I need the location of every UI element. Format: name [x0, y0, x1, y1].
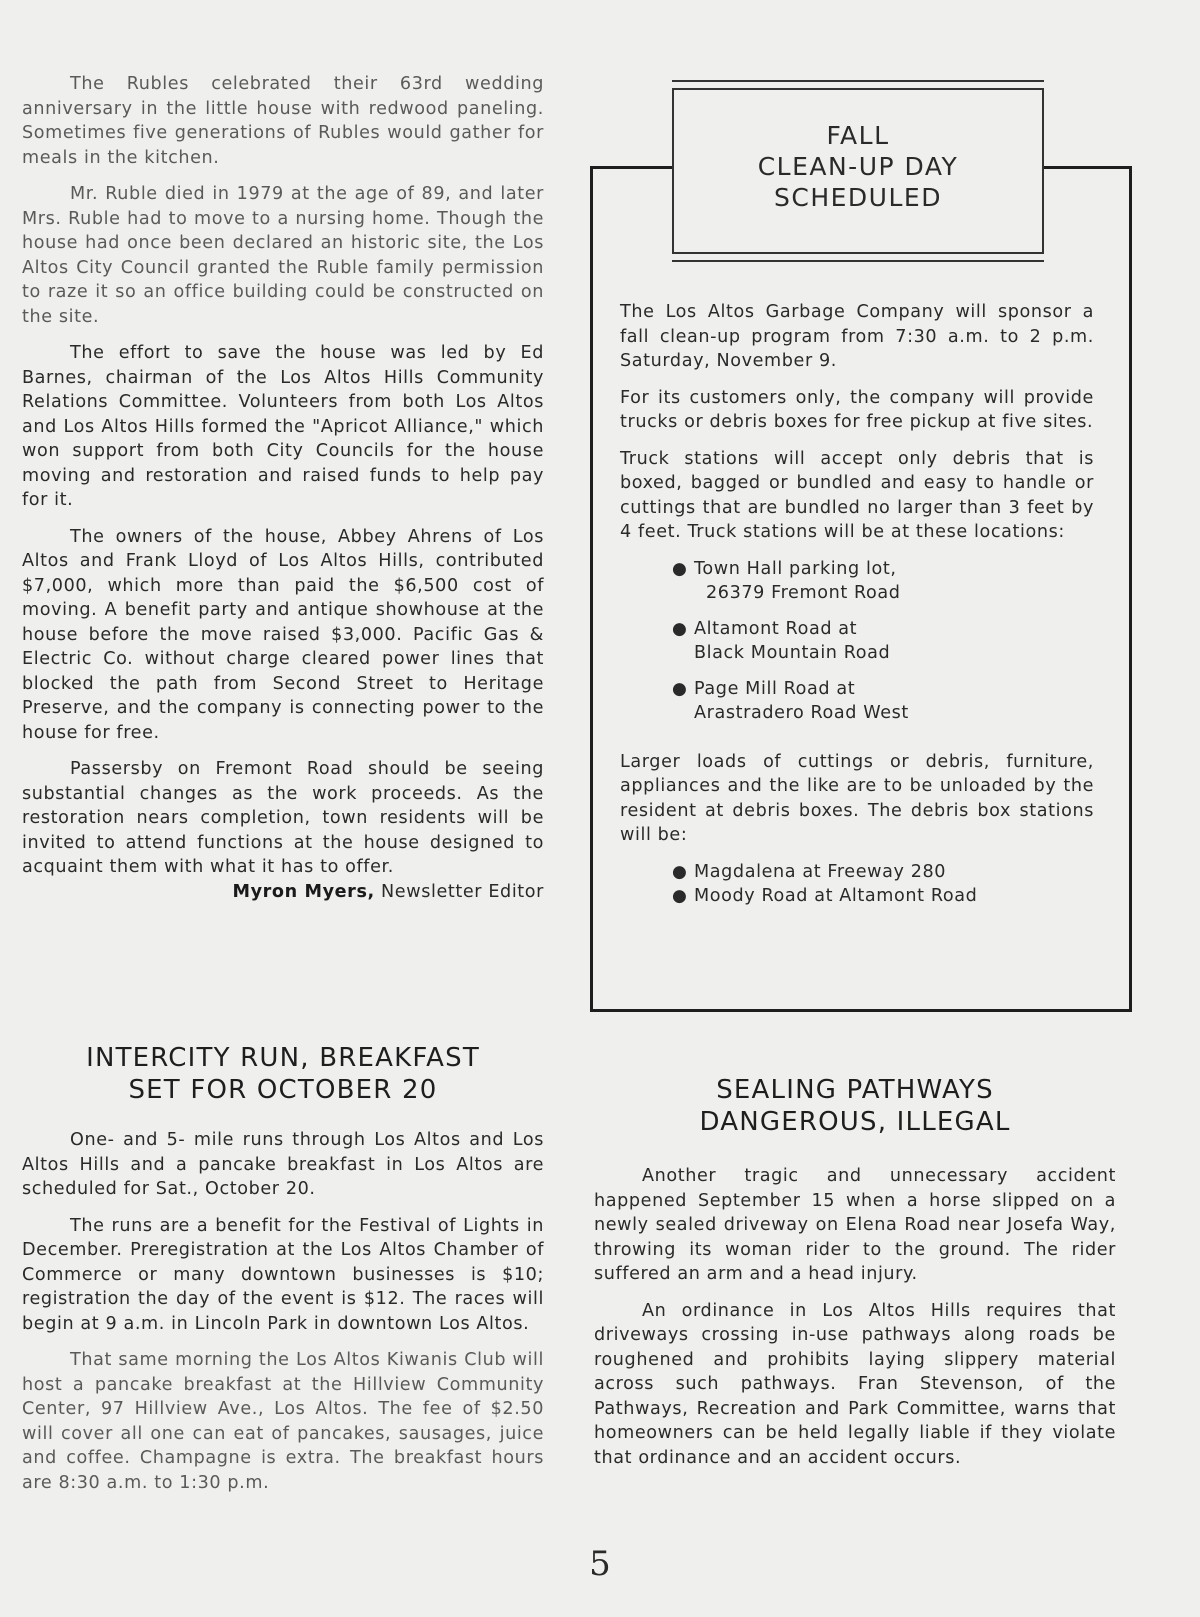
ruble-paragraph: The Rubles celebrated their 63rd wedding anniversary in the little house with redwood paneling. Sometimes five generations of Rubles would gather for meals in the kitchen.	[22, 74, 544, 168]
bullet-icon: ●	[672, 886, 688, 906]
signature-title: Newsletter Editor	[381, 881, 544, 902]
bullet-icon: ●	[672, 618, 688, 639]
cleanup-paragraph: The Los Altos Garbage Company will sponsor a fall clean-up program from 7:30 a.m. to 2 p.m. Saturday, November 9.	[620, 302, 1094, 371]
list-item: ● Altamont Road at Black Mountain Road	[672, 618, 891, 663]
box-top-rule-right	[1044, 166, 1132, 169]
cleanup-paragraph: For its customers only, the company will provide trucks or debris boxes for free pickup at five sites.	[620, 387, 1094, 432]
sealing-paragraph: Another tragic and unnecessary accident happened September 15 when a horse slipped on a newly sealed driveway on Elena Road near Josefa Way, throwing its woman rider to the ground. The rider suffered an arm and a head injury.	[594, 1166, 1116, 1284]
signature-name: Myron Myers,	[232, 881, 375, 902]
debris-station-list	[620, 860, 1094, 909]
bullet-icon: ●	[672, 861, 688, 882]
intercity-article	[22, 1042, 544, 1507]
cleanup-headline-line: CLEAN-UP DAY	[757, 152, 959, 181]
bullet-icon: ●	[672, 558, 688, 579]
ruble-paragraph: The effort to save the house was led by Ed Barnes, chairman of the Los Altos Hills Community Relations Committee. Volunteers from both Los Altos and Los Altos Hills formed the "Apricot Alliance," which won support from both City Councils for the house moving and restoration and raised funds to help pay for it.	[22, 343, 544, 510]
cleanup-body	[620, 300, 1094, 923]
ruble-paragraph: Passersby on Fremont Road should be seeing substantial changes as the work proceeds. As the restoration nears completion, town residents will be invited to attend functions at the house designed to acquaint them with what it has to offer.	[22, 759, 544, 877]
sealing-article	[594, 1074, 1116, 1482]
sealing-paragraph: An ordinance in Los Altos Hills requires that driveways crossing in-use pathways along roads be roughened and prohibits laying slippery material across such pathways. Fran Stevenson, of the Pathways, Recreation and Park Committee, warns that homeowners can be held legally liable if they violate that ordinance and an accident occurs.	[594, 1300, 1116, 1468]
list-item: ● Page Mill Road at Arastradero Road West	[672, 678, 909, 723]
list-item: ● Town Hall parking lot, 26379 Fremont Road	[672, 558, 901, 603]
cleanup-headline	[672, 120, 1044, 213]
intercity-headline: INTERCITY RUN, BREAKFAST SET FOR OCTOBER 20	[86, 1043, 480, 1105]
intercity-paragraph: The runs are a benefit for the Festival of Lights in December. Preregistration at the Los Altos Chamber of Commerce or many downtown businesses is $10; registration the day of the event is $12. The races will begin at 9 a.m. in Lincoln Park in downtown Los Altos.	[22, 1215, 544, 1334]
article-signature	[22, 880, 544, 904]
list-item: ● Magdalena at Freeway 280	[672, 860, 1094, 885]
cleanup-headline-line: FALL	[826, 121, 890, 150]
page-number: 5	[589, 1544, 611, 1584]
ruble-paragraph: The owners of the house, Abbey Ahrens of Los Altos and Frank Lloyd of Los Altos Hills, contributed $7,000, which more than paid the $6,500 cost of moving. A benefit party and antique showhouse at the house before the move raised $3,000. Pacific Gas & Electric Co. without charge cleared power lines that blocked the path from Second Street to Heritage Preserve, and the company is connecting power to the house for free.	[22, 526, 544, 743]
ruble-paragraph: Mr. Ruble died in 1979 at the age of 89, and later Mrs. Ruble had to move to a nursing home. Though the house had once been declared an historic site, the Los Altos City Council granted the Ruble family permission to raze it so an office building could be constructed on the site.	[22, 184, 544, 327]
title-rule-top	[672, 80, 1044, 82]
sealing-headline: SEALING PATHWAYS DANGEROUS, ILLEGAL	[699, 1075, 1011, 1137]
bullet-icon: ●	[672, 678, 688, 699]
intercity-paragraph: That same morning the Los Altos Kiwanis Club will host a pancake breakfast at the Hillview Community Center, 97 Hillview Ave., Los Altos. The fee of $2.50 will cover all one can eat of pancakes, sausages, juice and coffee. Champagne is extra. The breakfast hours are 8:30 a.m. to 1:30 p.m.	[22, 1350, 544, 1493]
title-rule-bottom	[672, 260, 1044, 262]
truck-station-list	[620, 557, 1094, 726]
ruble-article	[22, 72, 544, 904]
cleanup-paragraph: Larger loads of cuttings or debris, furniture, appliances and the like are to be unloaded by the resident at debris boxes. The debris box stations will be:	[620, 751, 1094, 845]
intercity-paragraph: One- and 5- mile runs through Los Altos and Los Altos Hills and a pancake breakfast in Los Altos are scheduled for Sat., October 20.	[22, 1130, 544, 1199]
cleanup-paragraph: Truck stations will accept only debris that is boxed, bagged or bundled and easy to handle or cuttings that are bundled no larger than 3 feet by 4 feet. Truck stations will be at these locations:	[620, 448, 1094, 542]
list-item: ● Moody Road at Altamont Road	[672, 884, 1094, 909]
cleanup-headline-line: SCHEDULED	[774, 183, 942, 212]
box-top-rule-left	[590, 166, 674, 169]
